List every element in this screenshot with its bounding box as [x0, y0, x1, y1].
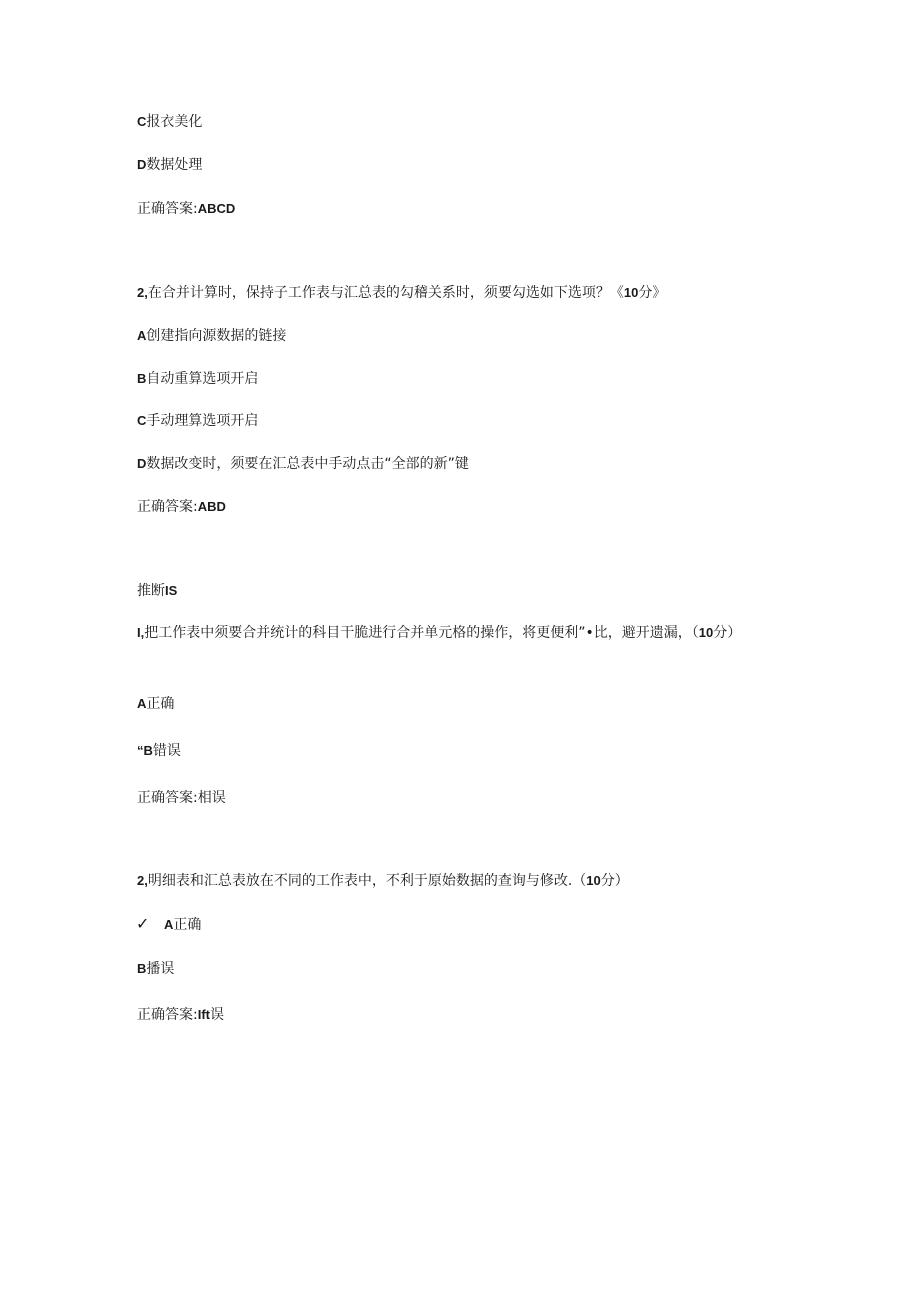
answer-value: 误: [210, 1007, 224, 1023]
option-text: 数据处理: [146, 157, 203, 173]
correct-answer: [137, 788, 226, 808]
question-score-suffix: 分）: [713, 625, 742, 641]
option-text: 自动重算选项开启: [146, 371, 259, 387]
answer-value: ABD: [197, 499, 226, 514]
option-text: 手动理算选项开启: [146, 413, 259, 429]
correct-answer: [137, 199, 235, 219]
option-a: [137, 326, 286, 346]
option-a: [137, 694, 174, 714]
question-score: 10: [586, 873, 601, 888]
option-text: 播误: [146, 961, 175, 977]
question-number: 2,: [137, 285, 148, 300]
option-label: C: [137, 413, 147, 428]
correct-answer: [137, 497, 226, 517]
option-a: [164, 915, 201, 935]
answer-prefix: 正确答案:: [137, 790, 198, 806]
question-1-text: [137, 620, 787, 646]
section-heading: [137, 581, 177, 601]
question-body: 把工作表中须要合并统计的科目干脆进行合并单元格的操作，将更便利”•比，避开遗漏，（: [144, 625, 699, 641]
option-c: [137, 112, 202, 132]
option-b: [137, 959, 174, 979]
option-label: A: [137, 328, 147, 343]
answer-value: ABCD: [197, 201, 236, 216]
option-label: D: [137, 157, 147, 172]
check-mark-icon: ✓: [136, 914, 150, 933]
question-body: 在合并计算时，保持子工作表与汇总表的勾稽关系时，须要勾选如下选项？《: [147, 285, 624, 301]
option-text: 创建指向源数据的链接: [146, 328, 287, 344]
question-score-suffix: 分）: [600, 873, 629, 889]
option-text: 正确: [173, 917, 202, 933]
option-label: B: [143, 743, 153, 758]
option-d: [137, 155, 202, 175]
option-d: [137, 454, 469, 474]
question-score: 10: [698, 625, 714, 640]
question-2-text: [137, 283, 666, 303]
option-label: B: [137, 371, 147, 386]
option-label: A: [164, 917, 174, 932]
answer-prefix: 正确答案:: [137, 1007, 198, 1023]
section-heading-suffix: IS: [165, 583, 178, 598]
question-2-text: [137, 871, 629, 891]
correct-answer: [137, 1005, 224, 1025]
option-text: 错误: [152, 743, 181, 759]
question-score-suffix: 分》: [638, 285, 667, 301]
answer-value: 相误: [197, 790, 226, 806]
answer-prefix: 正确答案:: [137, 201, 198, 217]
question-number: 2,: [137, 873, 148, 888]
option-b: [137, 369, 258, 389]
option-label: B: [137, 961, 147, 976]
option-text: 报衣美化: [146, 114, 203, 130]
section-heading-text: 推断: [137, 583, 165, 599]
option-text: 正确: [146, 696, 175, 712]
option-label: A: [137, 696, 147, 711]
answer-bold: Ift: [197, 1007, 210, 1022]
question-score: 10: [623, 285, 639, 300]
option-c: [137, 411, 258, 431]
question-body: 明细表和汇总表放在不同的工作表中，不利于原始数据的查询与修改.（: [147, 873, 587, 889]
question-number: I,: [137, 625, 145, 640]
option-label: D: [137, 456, 147, 471]
option-text: 数据改变时，须要在汇总表中手动点击“全部的新”键: [146, 456, 469, 472]
answer-prefix: 正确答案:: [137, 499, 198, 515]
option-label: C: [137, 114, 147, 129]
option-prefix: “: [137, 743, 144, 758]
option-b: [137, 741, 181, 761]
